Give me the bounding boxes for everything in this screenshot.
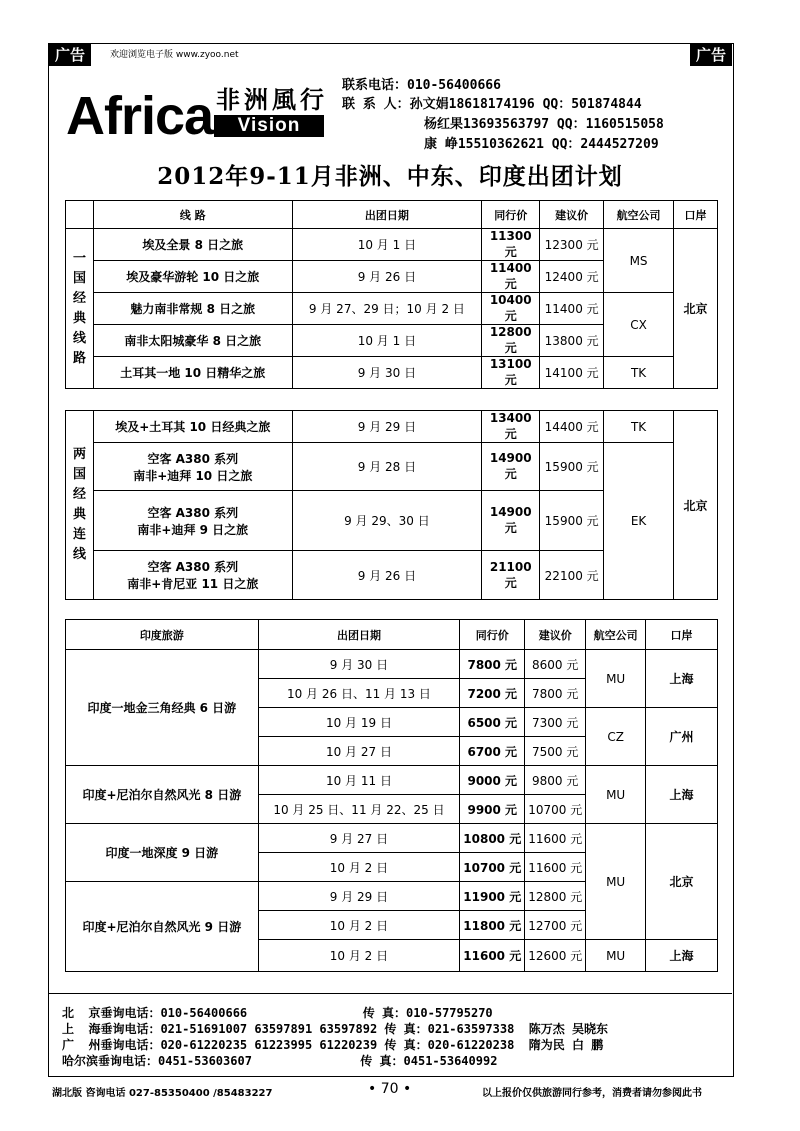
date-cell: 10 月 26 日、11 月 13 日 (258, 679, 460, 708)
route-cell: 空客 A380 系列 南非+迪拜 10 日之旅 (93, 443, 292, 491)
route-cell: 南非太阳城豪华 8 日之旅 (93, 325, 292, 357)
col-airline: 航空公司 (604, 201, 674, 229)
corner-cell (66, 201, 94, 229)
tour-cell: 印度+尼泊尔自然风光 9 日游 (66, 882, 259, 972)
ad-label-right: 广告 (690, 44, 732, 66)
group-label: 两国经典连线 (66, 411, 94, 600)
port-cell: 北京 (646, 824, 718, 940)
date-cell: 9 月 27、29 日；10 月 2 日 (292, 293, 482, 325)
col-route: 线 路 (93, 201, 292, 229)
logo-chinese: 非洲風行 (216, 85, 328, 114)
airline-cell: CZ (586, 708, 646, 766)
suggest-price-cell: 12800 元 (525, 882, 586, 911)
airline-cell: MU (586, 824, 646, 940)
footer-line-guangzhou: 广 州垂询电话：020-61220235 61223995 61220239 传 真：020-61220238 隋为民 白 鹏 (62, 1038, 604, 1052)
suggest-price-cell: 15900 元 (540, 491, 604, 551)
date-cell: 10 月 1 日 (292, 229, 482, 261)
ad-label-left: 广告 (49, 44, 91, 66)
suggest-price-cell: 15900 元 (540, 443, 604, 491)
peer-price-cell: 12800 元 (482, 325, 540, 357)
table-row (66, 443, 718, 491)
peer-price-cell: 10800 元 (460, 824, 525, 853)
col-date: 出团日期 (292, 201, 482, 229)
suggest-price-cell: 7800 元 (525, 679, 586, 708)
port-cell: 上海 (646, 650, 718, 708)
airline-cell: MS (604, 229, 674, 293)
logo-africa: Africa (66, 86, 214, 146)
suggest-price-cell: 8600 元 (525, 650, 586, 679)
date-cell: 10 月 19 日 (258, 708, 460, 737)
tour-cell: 印度一地深度 9 日游 (66, 824, 259, 882)
footer-line-shanghai: 上 海垂询电话：021-51691007 63597891 63597892 传 真：021-63597338 陈万杰 吴晓东 (62, 1022, 609, 1036)
table-row (66, 650, 718, 679)
airline-cell: MU (586, 766, 646, 824)
suggest-price-cell: 11600 元 (525, 824, 586, 853)
route-cell: 土耳其一地 10 日精华之旅 (93, 357, 292, 389)
table-india (65, 619, 718, 972)
table-row (66, 824, 718, 853)
welcome-text: 欢迎浏览电子版 www.zyoo.net (110, 50, 239, 60)
peer-price-cell: 6700 元 (460, 737, 525, 766)
table-row (66, 357, 718, 389)
col-suggest-price: 建议价 (525, 620, 586, 650)
peer-price-cell: 9900 元 (460, 795, 525, 824)
peer-price-cell: 11300 元 (482, 229, 540, 261)
table-row (66, 766, 718, 795)
suggest-price-cell: 9800 元 (525, 766, 586, 795)
suggest-price-cell: 7500 元 (525, 737, 586, 766)
suggest-price-cell: 14400 元 (540, 411, 604, 443)
date-cell: 10 月 27 日 (258, 737, 460, 766)
peer-price-cell: 9000 元 (460, 766, 525, 795)
suggest-price-cell: 10700 元 (525, 795, 586, 824)
peer-price-cell: 10400 元 (482, 293, 540, 325)
date-cell: 9 月 29、30 日 (292, 491, 482, 551)
peer-price-cell: 11400 元 (482, 261, 540, 293)
suggest-price-cell: 14100 元 (540, 357, 604, 389)
table-two-country (65, 410, 718, 600)
col-date: 出团日期 (258, 620, 460, 650)
table-row (66, 229, 718, 261)
port-cell: 上海 (646, 940, 718, 972)
disclaimer: 以上报价仅供旅游同行参考，消费者请勿参阅此书 (482, 1088, 702, 1099)
footer-line-beijing: 北 京垂询电话：010-56400666 传 真：010-57795270 (62, 1006, 493, 1020)
footer-line-harbin: 哈尔滨垂询电话：0451-53603607 传 真：0451-53640992 (62, 1054, 498, 1068)
tour-cell: 印度+尼泊尔自然风光 8 日游 (66, 766, 259, 824)
date-cell: 10 月 25 日、11 月 22、25 日 (258, 795, 460, 824)
page-title: 2012年9-11月非洲、中东、印度出团计划 (157, 163, 623, 190)
suggest-price-cell: 12400 元 (540, 261, 604, 293)
tour-cell: 印度一地金三角经典 6 日游 (66, 650, 259, 766)
suggest-price-cell: 11600 元 (525, 853, 586, 882)
suggest-price-cell: 12600 元 (525, 940, 586, 972)
date-cell: 9 月 28 日 (292, 443, 482, 491)
suggest-price-cell: 11400 元 (540, 293, 604, 325)
peer-price-cell: 13400 元 (482, 411, 540, 443)
port-cell: 北京 (674, 411, 718, 600)
port-cell: 北京 (674, 229, 718, 389)
airline-cell: EK (604, 443, 674, 600)
col-peer-price: 同行价 (460, 620, 525, 650)
route-cell: 埃及+土耳其 10 日经典之旅 (93, 411, 292, 443)
peer-price-cell: 7200 元 (460, 679, 525, 708)
col-peer-price: 同行价 (482, 201, 540, 229)
port-cell: 上海 (646, 766, 718, 824)
col-suggest-price: 建议价 (540, 201, 604, 229)
contact-person-1: 联 系 人：孙文娟18618174196 QQ：501874844 (342, 97, 642, 112)
suggest-price-cell: 13800 元 (540, 325, 604, 357)
contact-person-3: 康 峥15510362621 QQ：2444527209 (424, 137, 659, 152)
date-cell: 10 月 2 日 (258, 853, 460, 882)
port-cell: 广州 (646, 708, 718, 766)
suggest-price-cell: 12700 元 (525, 911, 586, 940)
route-cell: 空客 A380 系列 南非+迪拜 9 日之旅 (93, 491, 292, 551)
peer-price-cell: 11600 元 (460, 940, 525, 972)
date-cell: 10 月 1 日 (292, 325, 482, 357)
group-label: 一国经典线路 (66, 229, 94, 389)
peer-price-cell: 14900 元 (482, 443, 540, 491)
airline-cell: MU (586, 940, 646, 972)
logo-vision: Vision (214, 115, 324, 137)
col-tour: 印度旅游 (66, 620, 259, 650)
airline-cell: MU (586, 650, 646, 708)
date-cell: 9 月 29 日 (258, 882, 460, 911)
peer-price-cell: 6500 元 (460, 708, 525, 737)
footer-divider (48, 993, 732, 994)
date-cell: 9 月 30 日 (258, 650, 460, 679)
peer-price-cell: 13100 元 (482, 357, 540, 389)
route-cell: 埃及全景 8 日之旅 (93, 229, 292, 261)
date-cell: 9 月 26 日 (292, 261, 482, 293)
peer-price-cell: 11900 元 (460, 882, 525, 911)
airline-cell: CX (604, 293, 674, 357)
contact-person-2: 杨红果13693563797 QQ：1160515058 (424, 117, 664, 132)
table-row (66, 293, 718, 325)
contact-phone: 联系电话：010-56400666 (342, 78, 501, 93)
table-row (66, 411, 718, 443)
date-cell: 10 月 11 日 (258, 766, 460, 795)
suggest-price-cell: 7300 元 (525, 708, 586, 737)
date-cell: 9 月 29 日 (292, 411, 482, 443)
peer-price-cell: 14900 元 (482, 491, 540, 551)
edition-info: 湖北版 咨询电话 027-85350400 /85483227 (52, 1088, 273, 1099)
route-cell: 空客 A380 系列 南非+肯尼亚 11 日之旅 (93, 551, 292, 600)
table-header-row (66, 201, 718, 229)
date-cell: 9 月 27 日 (258, 824, 460, 853)
footer-contacts (62, 1005, 608, 1069)
col-port: 口岸 (674, 201, 718, 229)
route-cell: 魅力南非常规 8 日之旅 (93, 293, 292, 325)
date-cell: 10 月 2 日 (258, 940, 460, 972)
suggest-price-cell: 22100 元 (540, 551, 604, 600)
date-cell: 9 月 26 日 (292, 551, 482, 600)
col-airline: 航空公司 (586, 620, 646, 650)
airline-cell: TK (604, 411, 674, 443)
peer-price-cell: 11800 元 (460, 911, 525, 940)
peer-price-cell: 7800 元 (460, 650, 525, 679)
table-header-row (66, 620, 718, 650)
page-number: • 70 • (368, 1081, 412, 1097)
date-cell: 10 月 2 日 (258, 911, 460, 940)
suggest-price-cell: 12300 元 (540, 229, 604, 261)
route-cell: 埃及豪华游轮 10 日之旅 (93, 261, 292, 293)
peer-price-cell: 21100 元 (482, 551, 540, 600)
airline-cell: TK (604, 357, 674, 389)
table-one-country (65, 200, 718, 389)
date-cell: 9 月 30 日 (292, 357, 482, 389)
peer-price-cell: 10700 元 (460, 853, 525, 882)
col-port: 口岸 (646, 620, 718, 650)
